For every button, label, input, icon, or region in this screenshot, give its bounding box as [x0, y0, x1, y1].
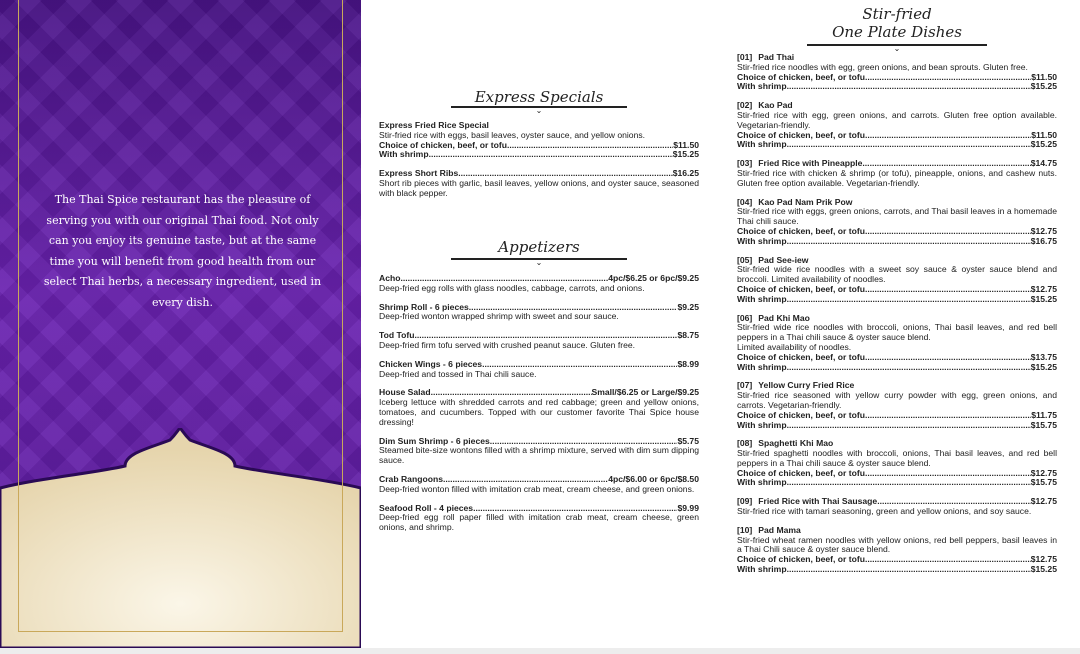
- knot-ornament-icon: ⌄: [893, 44, 901, 53]
- list-item: Express Fried Rice Special Stir-fried rice with eggs, basil leaves, oyster sauce, and yellow onions. Choice of chicken, beef, or tofu ..... $11.50 With shrimp ..... $15.25: [379, 121, 699, 160]
- list-item: Crab Rangoons ..... 4pc/$6.00 or 6pc/$8.50 Deep-fried wonton filled with imitation crab meat, cream cheese, and green onions.: [379, 475, 699, 495]
- stir-fried-title: [807, 5, 987, 41]
- intro-panel: [0, 0, 361, 648]
- section-divider: [451, 106, 627, 115]
- stir-fried-list: [737, 53, 1057, 584]
- list-item: Dim Sum Shrimp - 6 pieces ..... $5.75 Steamed bite-size wontons filled with a shrimp mixture, served with dim sum dipping sauce.: [379, 437, 699, 466]
- list-item: Acho ..... 4pc/$6.25 or 6pc/$9.25 Deep-fried egg rolls with glass noodles, cabbage, carrots, and onions.: [379, 274, 699, 294]
- list-item: [10] Pad Mama Stir-fried wheat ramen noodles with yellow onions, red bell peppers, basil leaves in a Thai Chili sauce & oyster sauce blend. Choice of chicken, beef, or tofu ..... $12.75 With shrimp ..... $15.25: [737, 526, 1057, 575]
- list-item: House Salad ..... Small/$6.25 or Large/$9.25 Iceberg lettuce with shredded carrots and red cabbage; green and yellow onions, tomatoes, and cucumbers. Topped with our customer favorite Thai Spice house dressing!: [379, 388, 699, 427]
- bottom-strip: [0, 648, 1080, 654]
- list-item: Shrimp Roll - 6 pieces ..... $9.25 Deep-fried wonton wrapped shrimp with sweet and sour sauce.: [379, 303, 699, 323]
- knot-ornament-icon: ⌄: [535, 106, 543, 115]
- appetizers-title: Appetizers: [498, 238, 580, 256]
- knot-ornament-icon: ⌄: [535, 258, 543, 267]
- list-item: [05] Pad See-iew Stir-fried wide rice noodles with a sweet soy sauce & oyster sauce blend and broccoli. Limited availability of noodles. Choice of chicken, beef, or tofu ..... $12.75 With shrimp ..... $15.25: [737, 256, 1057, 305]
- stir-fried-title-line1: Stir-fried: [862, 5, 932, 23]
- list-item: [04] Kao Pad Nam Prik Pow Stir-fried rice with eggs, green onions, carrots, and Thai basil leaves in a homemade Thai chili sauce. Choice of chicken, beef, or tofu ..... $12.75 With shrimp ..... $16.75: [737, 198, 1057, 247]
- list-item: [03] Fried Rice with Pineapple ..... $14.75 Stir-fried rice with chicken & shrimp (or tofu), pineapple, onions, and cashew nuts. Gluten free option available. Vegetarian-friendly.: [737, 159, 1057, 188]
- list-item: Chicken Wings - 6 pieces ..... $8.99 Deep-fried and tossed in Thai chili sauce.: [379, 360, 699, 380]
- list-item: [06] Pad Khi Mao Stir-fried wide rice noodles with broccoli, onions, Thai basil leaves, and red bell peppers in a Thai chili sauce & oyster sauce blend. Limited availability of noodles. Choice of chicken, beef, or tofu ..... $13.75 With shrimp ..... $15.25: [737, 314, 1057, 373]
- list-item: Tod Tofu ..... $8.75 Deep-fried firm tofu served with crushed peanut sauce. Gluten free.: [379, 331, 699, 351]
- express-specials-list: [379, 121, 699, 208]
- list-item: [09] Fried Rice with Thai Sausage ..... $12.75 Stir-fried rice with tamari seasoning, green and yellow onions, and soy sauce.: [737, 497, 1057, 517]
- express-specials-title: Express Specials: [474, 88, 604, 106]
- menu-page: [361, 0, 1080, 648]
- list-item: [02] Kao Pad Stir-fried rice with egg, green onions, and carrots. Gluten free option available. Vegetarian-friendly. Choice of chicken, beef, or tofu ..... $11.50 With shrimp ..... $15.25: [737, 101, 1057, 150]
- list-item: [07] Yellow Curry Fried Rice Stir-fried rice seasoned with yellow curry powder with egg, green onions, and carrots. Vegetarian-friendly. Choice of chicken, beef, or tofu ..... $11.75 With shrimp ..... $15.75: [737, 381, 1057, 430]
- gold-frame: [18, 0, 343, 632]
- appetizers-list: [379, 274, 699, 542]
- stir-fried-title-line2: One Plate Dishes: [832, 23, 962, 41]
- section-divider: [807, 44, 987, 53]
- list-item: [01] Pad Thai Stir-fried rice noodles with egg, green onions, and bean sprouts. Gluten free. Choice of chicken, beef, or tofu ..... $11.50 With shrimp ..... $15.25: [737, 53, 1057, 92]
- list-item: Express Short Ribs ..... $16.25 Short rib pieces with garlic, basil leaves, yellow onions, and oyster sauce, seasoned with black pepper.: [379, 169, 699, 198]
- section-divider: [451, 258, 627, 267]
- list-item: Seafood Roll - 4 pieces ..... $9.99 Deep-fried egg roll paper filled with imitation crab meat, cream cheese, green onions, and shrimp.: [379, 504, 699, 533]
- intro-text: The Thai Spice restaurant has the pleasure of serving you with our original Thai food. Not only can you enjoy its genuine taste, but at the same time you will benefit from good health from our select Thai herbs, a necessary ingredient, used in every dish.: [43, 193, 322, 309]
- list-item: [08] Spaghetti Khi Mao Stir-fried spaghetti noodles with broccoli, onions, Thai basil leaves, and red bell peppers in a Thai chili sauce & oyster sauce blend. Choice of chicken, beef, or tofu ..... $12.75 With shrimp ..... $15.75: [737, 439, 1057, 488]
